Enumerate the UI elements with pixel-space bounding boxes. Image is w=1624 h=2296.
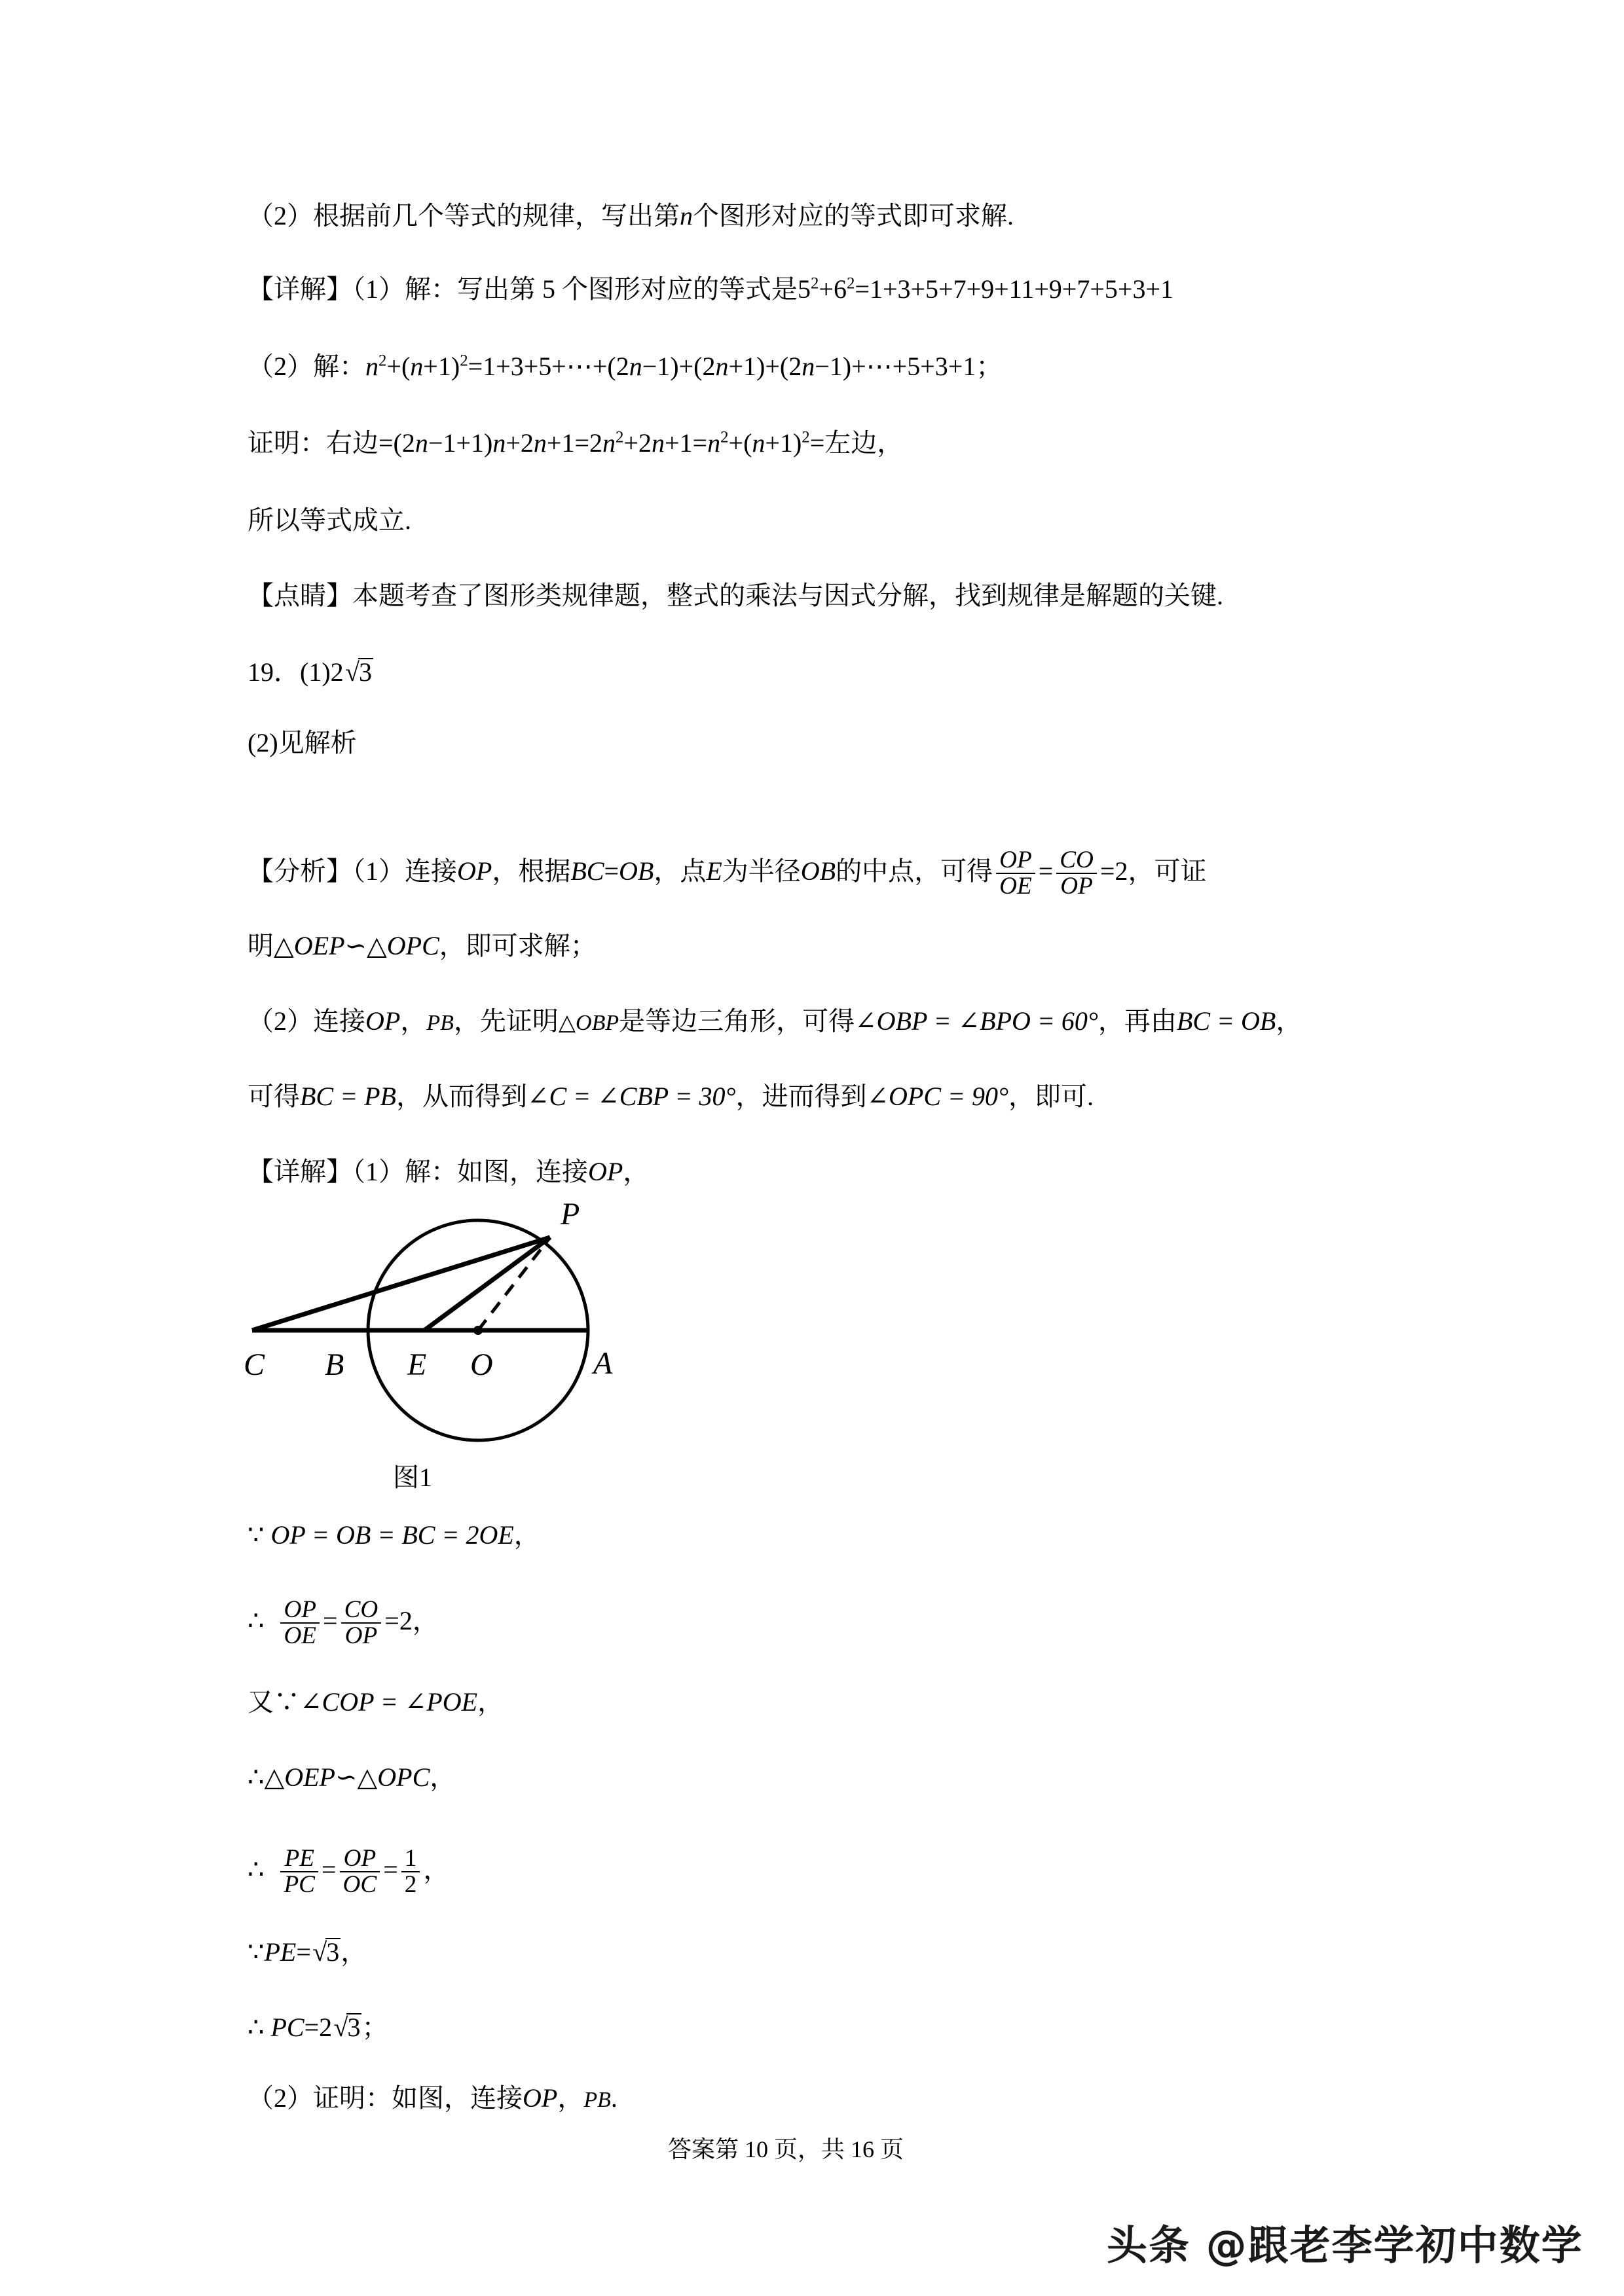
d19-l1-text: （1）解：如图，连接 [352,1157,588,1186]
q19-ans1-radicand: 3 [358,657,372,687]
a19-p1-c: ，点 [654,856,707,886]
therefore-icon-3: ∴ [248,1855,265,1885]
a19-p3-e: ，再由 [1098,1006,1177,1036]
fraction-denominator: OP [341,1622,382,1649]
d19-l4-pre: 又 [248,1687,274,1717]
fraction-denominator: OE [996,873,1035,899]
fraction-denominator: 2 [401,1871,420,1897]
d19-l3-end: ， [412,1606,439,1636]
fraction-numerator: OP [284,1596,317,1623]
a19-seg-op-2: OP [365,1006,401,1036]
detail-19-line8 [248,2013,388,2041]
a19-p1-g: ，可证 [1128,856,1207,886]
watermark-text: 头条 @跟老李学初中数学 [1107,2221,1583,2269]
label-p: P [561,1197,580,1231]
eq-plus-1: + [819,274,834,304]
detail-18-part2-label: （2）解： [248,352,365,381]
q19-ans1-prefix: (1) [300,657,331,687]
proof-label: 证明： [248,428,326,458]
a19-eq-1: = [604,856,619,886]
line-ep [424,1237,550,1330]
detail-19-line1 [248,1159,649,1185]
angle-c-cbp: ∠C = ∠CBP = 30° [526,1082,736,1111]
fraction-denominator: PC [280,1871,318,1897]
d19-seg-op-1: OP [588,1157,623,1186]
analysis-19-part2 [248,1008,1302,1034]
a19-p1-f: 的中点，可得 [836,856,993,886]
eq-exp-6: 2 [846,274,855,293]
fraction-numerator: CO [1060,847,1094,873]
detail-tag: 【详解】 [248,274,352,304]
d19-l8-lhs: PC [270,2013,304,2042]
question-19-answer-2: (2)见解析 [248,728,357,757]
fraction-co-op-2 [341,1597,382,1649]
fraction-op-oe-2 [280,1597,320,1649]
fraction-numerator: 1 [404,1845,417,1872]
a19-p1-d: 为半径 [722,856,801,886]
a19-p4-d: ，即可. [1008,1082,1094,1111]
a19-point-e: E [706,856,722,886]
a19-p1-a: （1）连接 [352,856,457,886]
q19-ans1-coefficient: 2 [330,657,344,687]
fraction-one-half [401,1846,420,1897]
a19-p3-d: 是等边三角形，可得 [619,1006,855,1036]
d19-l6-end: ， [423,1855,450,1885]
fraction-denominator: OE [280,1622,320,1649]
fraction-op-oc [340,1846,380,1897]
a19-p2-b: ，即可求解； [439,931,597,960]
a19-bc-eq-pb: BC = PB [300,1082,396,1111]
analysis-19-part2-cont [248,1084,1094,1110]
question-19-number: 19． [248,657,300,687]
fraction-co-op [1056,848,1097,899]
analysis-19-part1-cont [248,933,597,959]
fraction-pe-pc [280,1846,318,1897]
similar-icon: ∽ [344,931,367,960]
similar-icon-2: ∽ [335,1762,358,1792]
a19-ratio-value: 2 [1115,856,1128,886]
detail-19-line6: ∴ $\frac{PE}{PC}$ = $\frac{OP}{OC}$ = $\frac{1}{2}$ ， [248,1845,450,1898]
eq-base-6: 6 [833,274,847,304]
analysis-item-2-suffix: 个图形对应的等式即可求解. [693,201,1014,230]
angle-opc: ∠OPC = 90° [866,1082,1009,1111]
detail-19-line5 [248,1764,456,1791]
analysis-item-2 [248,203,1014,229]
label-o: O [470,1347,493,1382]
therefore-icon-2: ∴ [248,1762,265,1792]
a19-seg-pb: PB [426,1011,454,1035]
d19-l3-value: 2 [399,1606,413,1636]
a19-seg-bc: BC [570,856,604,886]
eq-equals-1: = [855,274,870,304]
a19-p1-b: ，根据 [492,856,571,886]
fraction-denominator: OP [1056,873,1097,899]
a19-p4-c: ，进而得到 [735,1082,867,1111]
triangle-obp: △OBP [558,1011,619,1035]
d19-l2-end: ， [513,1520,540,1550]
d19-l8-end: ； [361,2013,388,2042]
sqrt-icon-2: √3 [312,1937,340,1967]
detail-19-line2 [248,1522,540,1548]
d19-l8-coef: 2 [319,2013,333,2042]
label-a: A [593,1346,613,1381]
d19-l7-radicand: 3 [326,1937,340,1967]
d19-l9-end: . [610,2083,618,2113]
detail-19-line7 [248,1938,367,1965]
eq-exp-5: 2 [811,274,819,293]
a19-p3-f: ， [1276,1006,1302,1036]
eq-rhs-sum: 1+3+5+7+9+11+9+7+5+3+1 [869,274,1174,304]
center-point-o [473,1326,483,1335]
detail-18-conclusion: 所以等式成立. [248,505,411,535]
a19-bc-eq-ob: BC = OB [1176,1006,1276,1036]
triangle-opc-2: △OPC [357,1762,430,1792]
fraction-numerator: CO [344,1596,378,1623]
d19-l2-expr: OP = OB = BC = 2OE [270,1520,514,1550]
d19-l9-comma: ， [557,2083,584,2113]
eq-base-5: 5 [798,274,811,304]
d19-l7-end: ， [341,1937,367,1967]
triangle-oep-2: △OEP [264,1762,335,1792]
because-icon: ∵ [248,1520,265,1550]
fraction-numerator: OP [999,847,1032,873]
detail-19-line4 [248,1689,504,1715]
insight-18 [248,583,1223,609]
detail-18-part2-expr: $n^2+(n+1)^2=1+3+5+\cdots+(2n-1)+(2n+1)+(2n-1)+\cdots+5+3+1$； [365,352,1003,381]
detail-18-proof [248,430,903,456]
d19-l4-end: ， [477,1687,504,1717]
a19-p2-a: 明 [248,931,274,960]
fraction-denominator: OC [340,1871,380,1897]
label-c: C [244,1347,265,1382]
geometry-figure-1 [196,1185,851,1525]
fraction-op-oe [996,848,1035,899]
detail-19-line9 [248,2085,618,2111]
d19-l7-eq: = [296,1937,311,1967]
triangle-oep-1: △OEP [274,931,345,960]
label-e: E [407,1347,427,1382]
a19-p3-a: （2）连接 [248,1006,365,1036]
d19-seg-pb: PB [583,2088,611,2112]
a19-seg-ob-2: OB [800,856,836,886]
a19-p3-c: ，先证明 [453,1006,559,1036]
d19-seg-op-2: OP [523,2083,558,2113]
analysis-item-2-variable: n [680,201,693,230]
question-19-answer-1 [248,658,373,685]
d19-l8-radicand: 3 [347,2013,361,2042]
figure-caption: 图1 [393,1463,432,1492]
detail-19-tag: 【详解】 [248,1157,352,1186]
insight-text: 本题考查了图形类规律题，整式的乘法与因式分解，找到规律是解题的关键. [352,581,1223,610]
a19-seg-op-1: OP [457,856,492,886]
d19-l7-lhs: PE [264,1937,297,1967]
detail-18-part1 [248,276,1173,302]
fraction-numerator: PE [284,1845,314,1872]
therefore-icon-4: ∴ [248,2013,265,2042]
detail-18-part2 [248,354,1002,380]
d19-l5-end: ， [430,1762,456,1792]
a19-p4-b: ，从而得到 [396,1082,527,1111]
therefore-icon: ∴ [248,1606,265,1636]
a19-p3-b: ， [400,1006,427,1036]
angle-obp-bpo: ∠OBP = ∠BPO = 60° [855,1006,1098,1036]
page-footer-label: 答案第 10 页，共 16 页 [668,2136,904,2162]
detail-18-label: （1）解：写出第 5 个图形对应的等式是 [352,274,798,304]
analysis-item-2-prefix: （2）根据前几个等式的规律，写出第 [248,201,680,230]
d19-l1-end: ， [623,1157,650,1186]
proof-expression: 右边$=(2n-1+1)n+2n+1=2n^2+2n+1=n^2+(n+1)^2=$左边， [326,428,904,458]
because-icon-3: ∵ [248,1937,265,1967]
d19-l4-expr: ∠COP = ∠POE [300,1687,478,1717]
fraction-numerator: OP [343,1845,377,1872]
insight-tag: 【点睛】 [248,581,352,610]
d19-l9-text: （2）证明：如图，连接 [248,2083,523,2113]
label-b: B [325,1347,344,1382]
triangle-opc-1: △OPC [367,931,439,960]
a19-p4-a: 可得 [248,1082,300,1111]
a19-seg-ob: OB [619,856,654,886]
detail-19-line3: ∴ $\frac{OP}{OE}$ = $\frac{CO}{OP}$ =2， [248,1596,439,1649]
because-icon-2: ∵ [274,1687,300,1717]
sqrt-icon: √3 [345,657,372,687]
sqrt-icon-3: √3 [333,2013,361,2042]
analysis-tag: 【分析】 [248,856,352,886]
analysis-19-part1: 【分析】（1）连接OP，根据BC=OB，点E为半径OB的中点，可得 $\frac{OP}{OE}$ = $\frac{CO}{OP}$ =2，可证 [248,847,1207,900]
d19-l8-eq: = [304,2013,320,2042]
